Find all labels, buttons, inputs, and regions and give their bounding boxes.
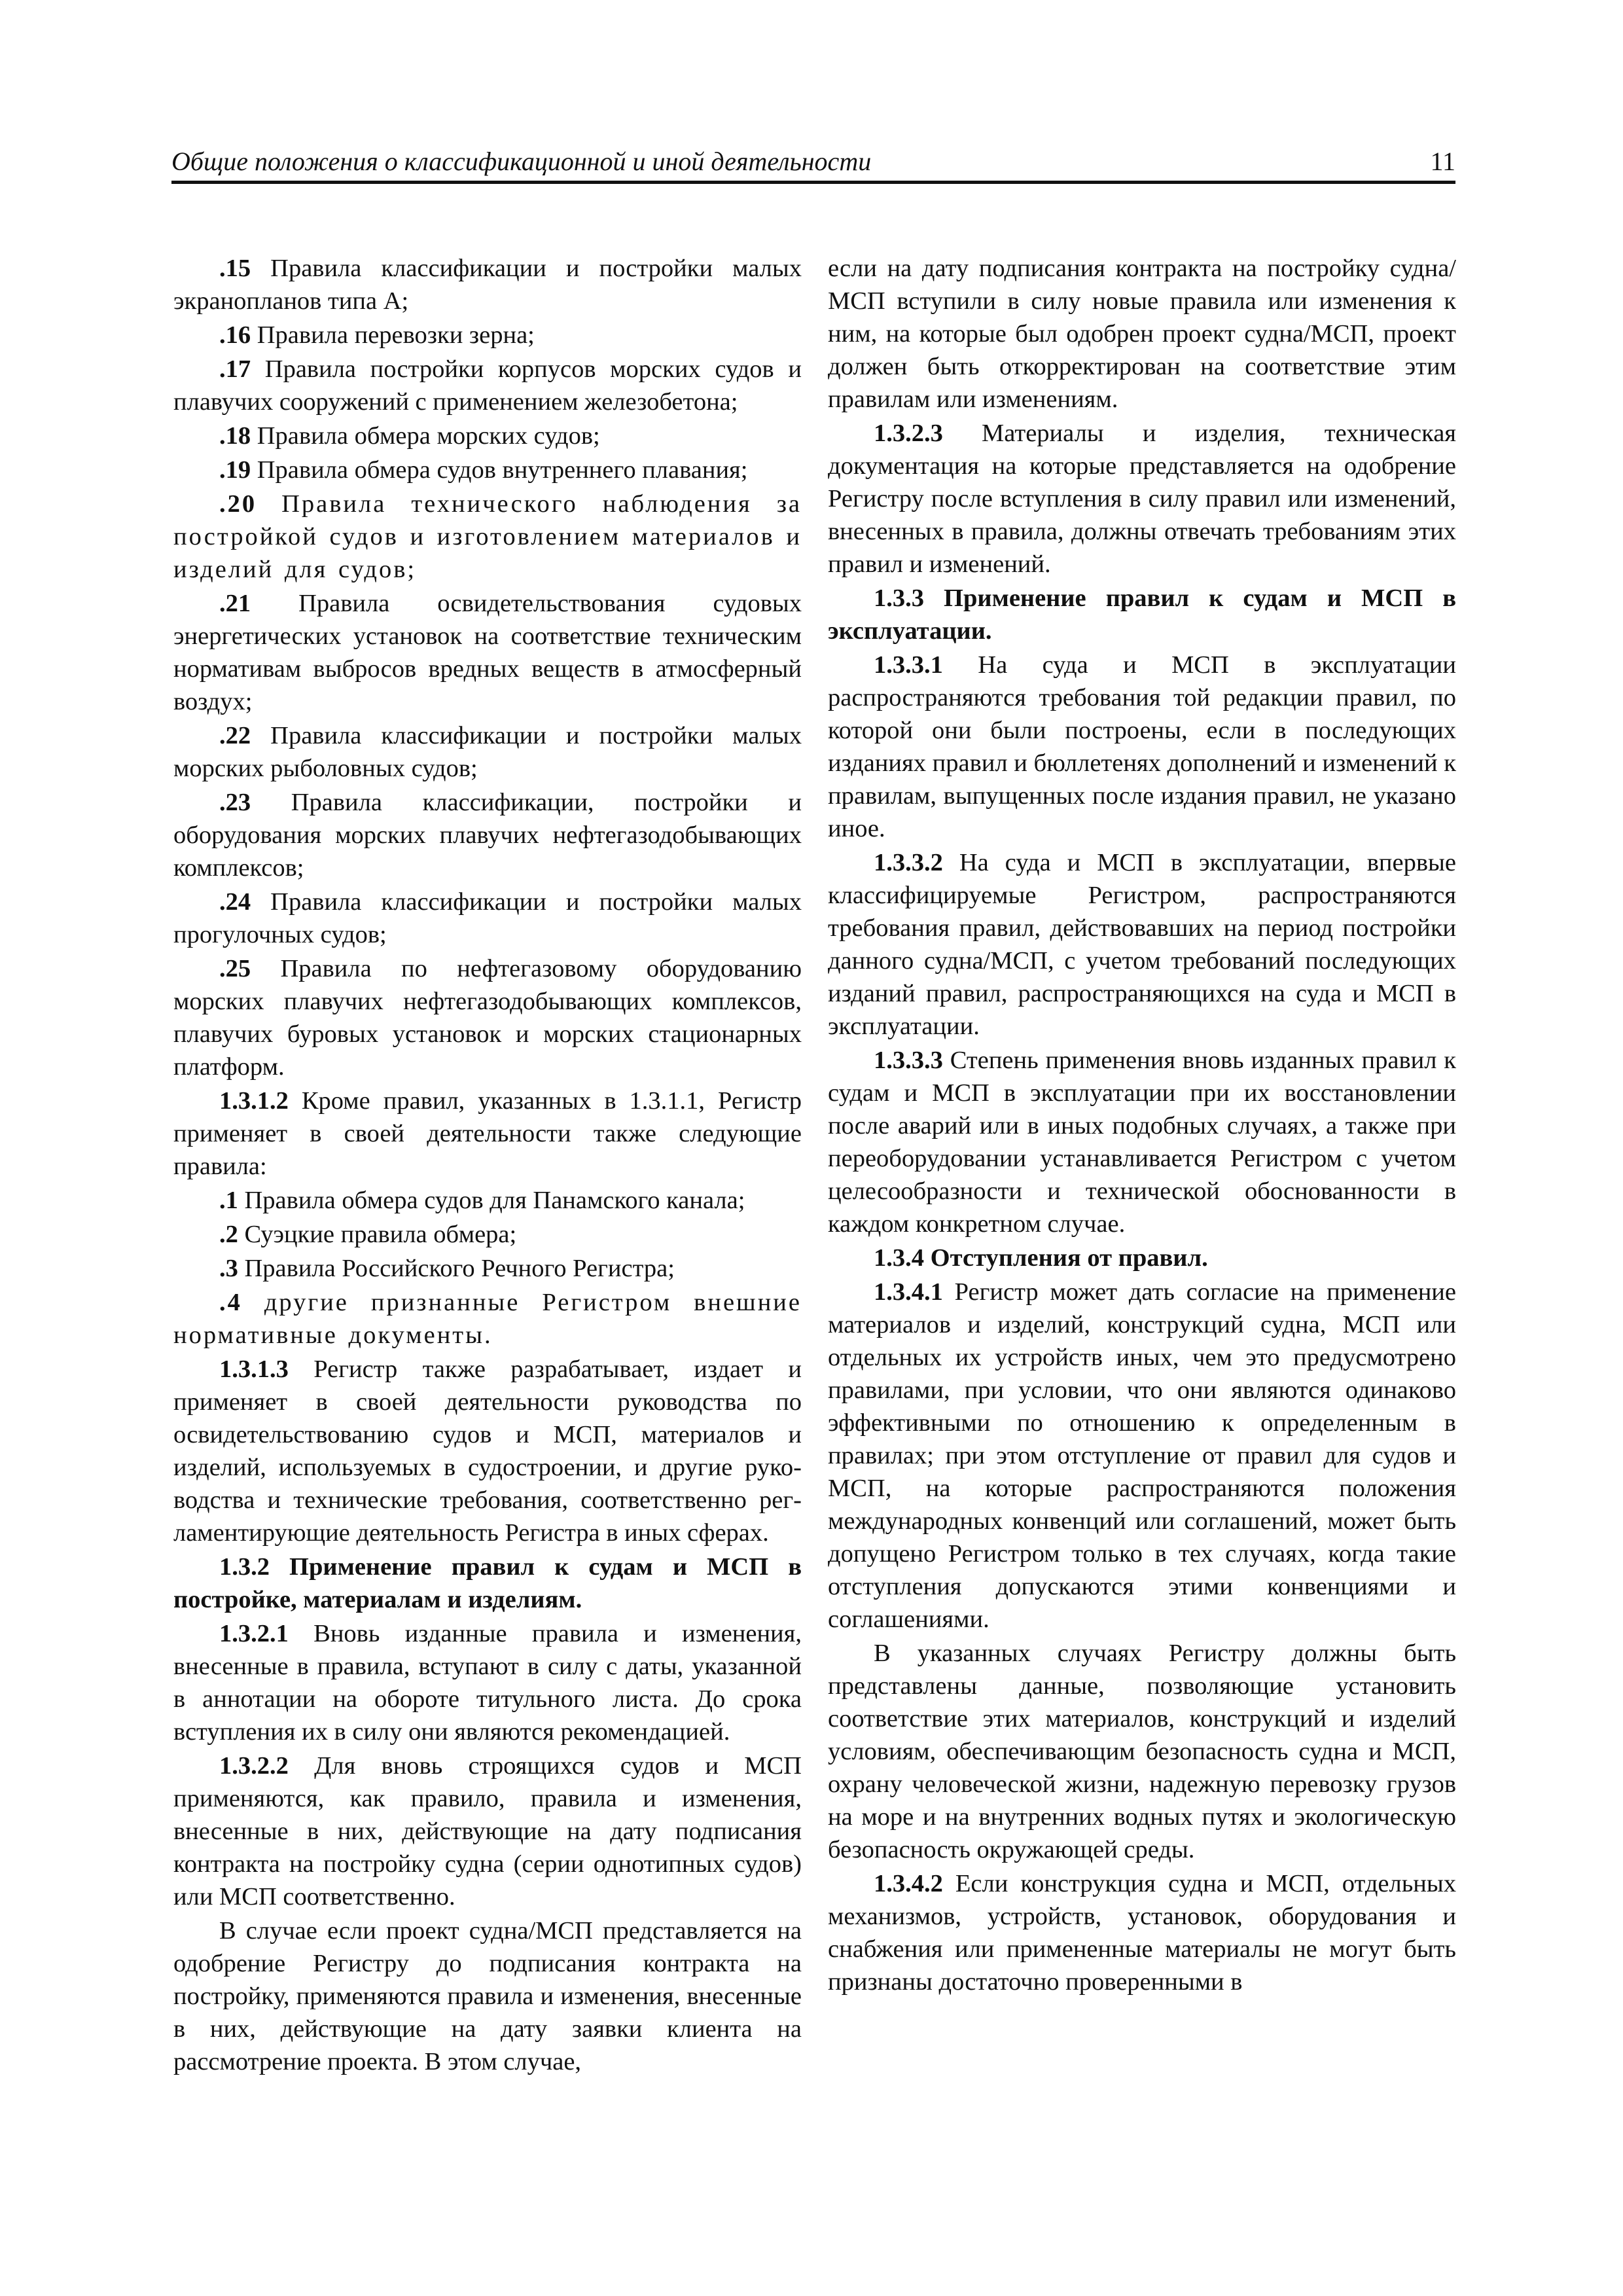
paragraph: 1.3.4.1 Регистр может дать согласие на применение материалов и изделий, конструкций судна, МСП или отдельных их устройств иных, чем это предусмотрено правилами, при условии, что они являются одинаково эффективными по отношению к определенным в правилах; при этом отступление от правил для судов и МСП, на которые распространяются положения международных конвенций или соглашений, может быть допущено Регистром только в тех случаях, когда такие отступления допускаются этими конвенциями и соглашениями. <box>828 1278 1456 1633</box>
paragraph: В указанных случаях Регистру должны быть представлены данные, позволяющие установить соответствие этих материалов, конструкций и изделий условиям, обеспечивающим безопасность судна и МСП, охрану человеческой жизни, надежную перевозку грузов на море и на внутренних водных путях и экологическую безопасность окружающей среды. <box>828 1640 1456 1863</box>
list-item: .18 Правила обмера морских судов; <box>219 422 600 450</box>
paragraph: 1.3.3.1 На суда и МСП в эксплуатации распространяются требования той редакции правил, по которой они были построены, если в последующих изданиях правил и бюллетенях дополнений и изменений к правилам, выпущенных после издания правил, не указано иное. <box>828 651 1456 842</box>
list-item: .17 Правила постройки корпусов морских судов и плавучих сооружений с применением железобетона; <box>173 355 802 416</box>
paragraph: 1.3.1.2 Кроме правил, указанных в 1.3.1.1, Регистр применяет в своей деятельности также следующие правила: <box>173 1087 802 1180</box>
list-item: .23 Правила классификации, постройки и оборудования морских плавучих нефтегазодобывающих комплексов; <box>173 789 802 882</box>
list-item: .19 Правила обмера судов внутреннего плавания; <box>219 456 748 484</box>
section-heading: 1.3.4 Отступления от правил. <box>874 1244 1208 1272</box>
paragraph: если на дату подписания контракта на постройку судна/МСП вступили в силу новые правила или изменения к ним, на которые был одобрен проект судна/МСП, проект должен быть откорректирован на соответствие этим правилам или изменениям. <box>828 255 1456 413</box>
page-number: 11 <box>1430 147 1455 176</box>
section-heading: 1.3.3 Применение правил к судам и МСП в эксплуатации. <box>828 584 1456 645</box>
running-header <box>171 143 1455 184</box>
paragraph: 1.3.4.2 Если конструкция судна и МСП, отдельных механизмов, устройств, установок, оборудования и снабжения или примененные материалы не могут быть признаны достаточно проверенными в <box>828 1870 1456 1996</box>
list-item: .3 Правила Российского Речного Регистра; <box>219 1255 675 1282</box>
paragraph: 1.3.2.2 Для вновь строящихся судов и МСП применяются, как правило, правила и изменения, внесенные в них, действующие на дату подписания контракта на постройку судна (серии однотипных судов) или МСП соответственно. <box>173 1752 802 1910</box>
list-item: .21 Правила освидетельствования судовых энергетических установок на соответствие техническим нормативам выбросов вредных веществ в атмосферный воздух; <box>173 590 802 715</box>
list-item: .1 Правила обмера судов для Панамского канала; <box>219 1187 745 1214</box>
right-column <box>828 252 1456 2000</box>
list-item: .20 Правила технического наблюдения за постройкой судов и изготовлением материалов и изделий для судов; <box>173 490 802 583</box>
paragraph: 1.3.1.3 Регистр также разрабатывает, издает и применяет в своей деятельности руководства по освидетельствованию судов и МСП, материалов и изделий, используемых в судостроении, и другие руководства и технические требования, соответственно регламентирующие деятельность Регистра в иных сферах. <box>173 1355 802 1547</box>
list-item: .15 Правила классификации и постройки малых экранопланов типа А; <box>173 255 802 315</box>
list-item: .16 Правила перевозки зерна; <box>219 321 535 349</box>
list-item: .22 Правила классификации и постройки малых морских рыболовных судов; <box>173 722 802 782</box>
list-item: .4 другие признанные Регистром внешние нормативные документы. <box>173 1289 802 1349</box>
paragraph: 1.3.3.2 На суда и МСП в эксплуатации, впервые классифицируемые Регистром, распространяются требования правил, действовавших на период постройки данного судна/МСП, с учетом требований последующих изданий правил, распространяющихся на суда и МСП в эксплуатации. <box>828 849 1456 1040</box>
left-column <box>173 252 802 2079</box>
paragraph: 1.3.2.3 Материалы и изделия, техническая документация на которые представляется на одобрение Регистру после вступления в силу правил или изменений, внесенных в правила, должны отвечать требованиям этих правил и изменений. <box>828 420 1456 578</box>
list-item: .24 Правила классификации и постройки малых прогулочных судов; <box>173 888 802 948</box>
list-item: .2 Суэцкие правила обмера; <box>219 1221 517 1248</box>
header-title: Общие положения о классификационной и иной деятельности <box>171 147 872 176</box>
paragraph: 1.3.2.1 Вновь изданные правила и изменения, внесенные в правила, вступают в силу с даты, указанной в аннотации на обороте титульного листа. До срока вступления их в силу они являются рекомендацией. <box>173 1620 802 1746</box>
section-heading: 1.3.2 Применение правил к судам и МСП в постройке, материалам и изделиям. <box>173 1553 802 1613</box>
list-item: .25 Правила по нефтегазовому оборудованию морских плавучих нефтегазодобывающих комплексов, плавучих буровых установок и морских стационарных платформ. <box>173 955 802 1081</box>
paragraph: 1.3.3.3 Степень применения вновь изданных правил к судам и МСП в эксплуатации при их восстановлении после аварий или в иных подобных случаях, а также при переоборудовании устанавливается Регистром с учетом целесообразности и технической обоснованности в каждом конкретном случае. <box>828 1047 1456 1238</box>
paragraph: В случае если проект судна/МСП представляется на одобрение Регистру до подписания контракта на постройку, применяются правила и изменения, внесенные в них, действующие на дату заявки клиента на рассмотрение проекта. В этом случае, <box>173 1917 802 2075</box>
